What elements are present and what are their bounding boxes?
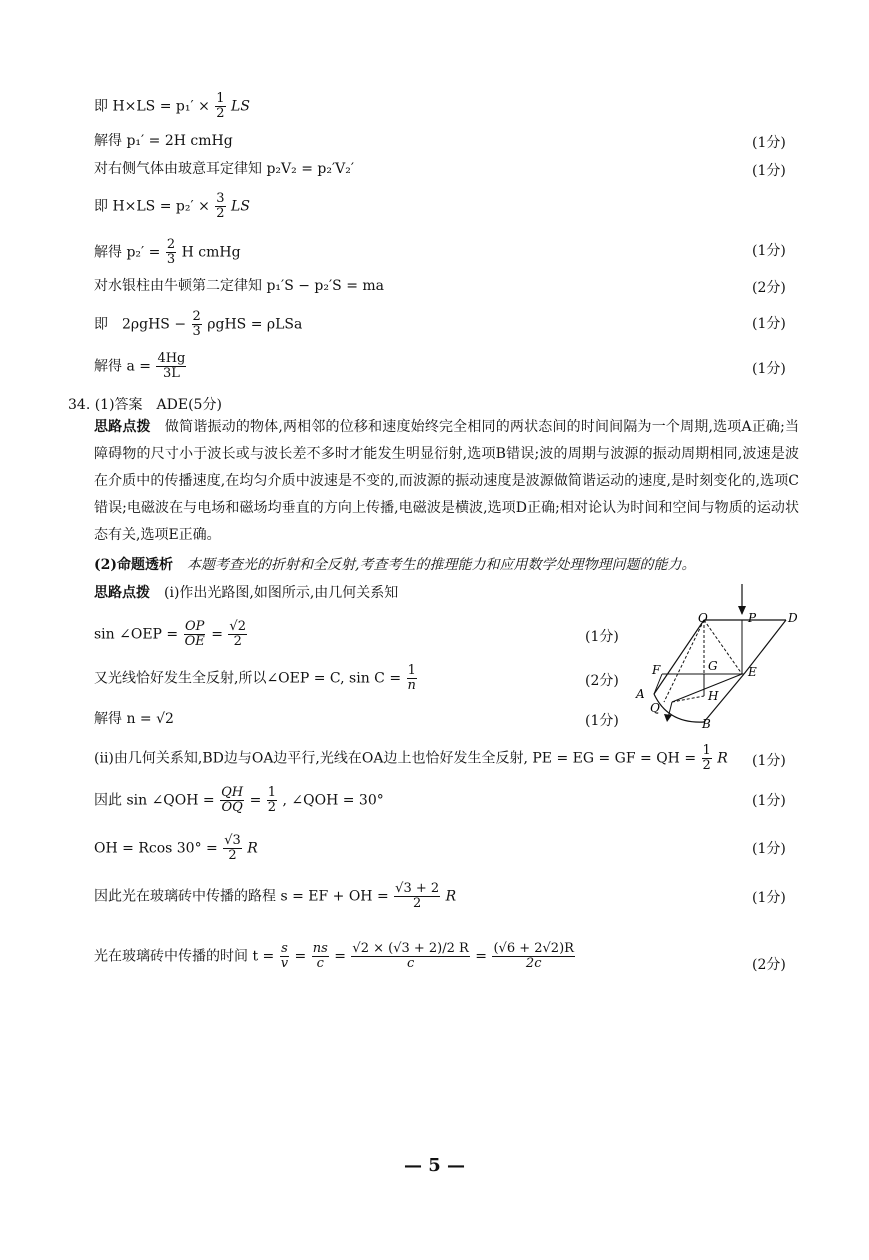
equation-oh <box>94 834 258 863</box>
score-label: (1分) <box>752 841 786 857</box>
eq-tail: R <box>717 750 728 767</box>
eq-text: 即 H×LS = p₁′ × <box>94 98 210 115</box>
fraction: $\frac{1}{2}$ <box>267 785 277 815</box>
fraction: $\frac{s}{v}$ <box>280 941 289 971</box>
fraction: $\frac{√3}{2}$ <box>224 833 241 863</box>
score-label: (2分) <box>752 957 786 973</box>
fraction: $\frac{(√6 + 2√2)R}{2c}$ <box>493 941 574 971</box>
paragraph-text: 做简谐振动的物体,两相邻的位移和速度始终完全相同的两状态间的时间间隔为一个周期,选项A正确;当障碍物的尺寸小于波长或与波长差不多时才能发生明显衍射,选项B错误;波的周期与波源的振动周期相同,波速是波在介质中的传播速度,在均匀介质中波速是不变的,而波源的振动速度是波源做简谐运动的速度,是时刻变化的,选项C错误;电磁波在与电场和磁场均垂直的方向上传播,电磁波是横波,选项D正确;相对论认为时间和空间与物质的运动状态有关,选项E正确。 <box>94 419 799 543</box>
eq-text: OH = Rcos 30° = <box>94 840 218 857</box>
fraction: $\frac{√2}{2}$ <box>229 619 246 649</box>
eq-text: 解得 n = √2 <box>94 711 174 727</box>
score-label: (1分) <box>752 890 786 906</box>
section-label: 思路点拨 <box>94 419 151 435</box>
score-label: (1分) <box>752 135 786 151</box>
figure-label: D <box>788 611 798 625</box>
fraction: $\frac{1}{2}$ <box>702 743 711 773</box>
figure-label: Q <box>650 701 660 715</box>
eq-text: 即 H×LS = p₂′ × <box>94 198 210 215</box>
fraction: $\frac{2}{3}$ <box>192 309 201 339</box>
equation-sin-oep <box>94 620 248 649</box>
equation-critical-angle <box>94 664 418 693</box>
equation-line-5 <box>94 238 241 267</box>
eq-sign: = <box>249 792 262 809</box>
light-path-figure <box>628 584 804 734</box>
eq-tail: H cmHg <box>181 244 241 261</box>
score-label: (1分) <box>752 163 786 179</box>
equation-sin-qoh <box>94 786 384 815</box>
eq-text: 因此光在玻璃砖中传播的路程 s = EF + OH = <box>94 888 389 905</box>
equation-time <box>94 942 576 971</box>
figure-label: P <box>748 611 757 625</box>
analysis-line <box>94 556 695 574</box>
eq-sign: = <box>211 626 223 643</box>
eq-text: 解得 a = <box>94 358 151 375</box>
eq-tail: LS <box>231 198 250 215</box>
eq-text: 又光线恰好发生全反射,所以∠OEP = C, sin C = <box>94 670 402 687</box>
equation-line-1 <box>94 92 250 121</box>
figure-label: E <box>748 665 757 679</box>
eq-text: 光在玻璃砖中传播的时间 t = <box>94 948 275 965</box>
eq-text: 解得 p₂′ = <box>94 244 161 261</box>
score-label: (2分) <box>752 280 786 296</box>
score-label: (1分) <box>585 713 619 729</box>
equation-path-length <box>94 882 456 911</box>
fraction: $\frac{QH}{OQ}$ <box>221 785 244 815</box>
eq-tail: ρgHS = ρLSa <box>207 316 303 333</box>
equation-line-6 <box>94 277 384 295</box>
equation-line-3 <box>94 160 354 178</box>
hint-line <box>94 584 398 602</box>
score-label: (1分) <box>752 753 786 769</box>
fraction: $\frac{3}{2}$ <box>216 191 225 221</box>
eq-text: 解得 p₁′ = 2H cmHg <box>94 133 233 149</box>
eq-sign: = <box>334 948 346 965</box>
paragraph-text: 本题考查光的折射和全反射,考查考生的推理能力和应用数学处理物理问题的能力。 <box>173 557 696 573</box>
eq-text: (ⅱ)由几何关系知,BD边与OA边平行,光线在OA边上也恰好发生全反射, PE = EG = GF = QH = <box>94 750 697 767</box>
fraction: $\frac{√3 + 2}{2}$ <box>395 881 440 911</box>
equation-n <box>94 710 174 728</box>
score-label: (2分) <box>585 673 619 689</box>
figure-label: A <box>636 687 645 701</box>
section-label: (2)命题透析 <box>94 557 173 573</box>
eq-sign: = <box>475 948 488 965</box>
fraction: $\frac{OP}{OE}$ <box>184 619 205 649</box>
score-label: (1分) <box>752 243 786 259</box>
eq-tail: R <box>247 840 258 857</box>
fraction: $\frac{ns}{c}$ <box>312 941 328 971</box>
fraction: $\frac{1}{n}$ <box>407 663 416 693</box>
question-34-heading: 34. (1)答案 ADE(5分) <box>68 397 222 413</box>
equation-line-4 <box>94 192 250 221</box>
score-label: (1分) <box>752 316 786 332</box>
fraction: $\frac{√2 \times (√3 + 2)/2 R}{c}$ <box>352 941 469 971</box>
figure-label: G <box>708 659 718 673</box>
paragraph-text: (ⅰ)作出光路图,如图所示,由几何关系知 <box>150 585 399 601</box>
equation-line-2 <box>94 132 233 150</box>
score-label: (1分) <box>752 361 786 377</box>
fraction: $\frac{2}{3}$ <box>166 237 176 267</box>
eq-text: sin ∠OEP = <box>94 626 179 643</box>
figure-label: F <box>652 663 661 677</box>
eq-sign: = <box>294 948 307 965</box>
equation-geometry <box>94 744 728 773</box>
figure-label: O <box>698 611 708 625</box>
eq-text: 因此 sin ∠QOH = <box>94 792 215 809</box>
eq-tail: LS <box>231 98 250 115</box>
fraction: $\frac{1}{2}$ <box>216 91 225 121</box>
figure-label: H <box>708 689 719 703</box>
answer-paragraph-1 <box>94 414 799 549</box>
eq-text: 对水银柱由牛顿第二定律知 p₁′S − p₂′S = ma <box>94 278 385 294</box>
equation-line-7 <box>94 310 302 339</box>
eq-text: 即 2ρgHS − <box>94 316 187 333</box>
fraction: $\frac{4Hg}{3L}$ <box>157 351 186 381</box>
page-number: — 5 — <box>403 1155 466 1176</box>
eq-text: 对右侧气体由玻意耳定律知 p₂V₂ = p₂′V₂′ <box>94 161 355 177</box>
eq-tail: , ∠QOH = 30° <box>282 792 384 809</box>
section-label: 思路点拨 <box>94 585 150 601</box>
figure-label: B <box>702 717 711 731</box>
equation-line-8 <box>94 352 187 381</box>
score-label: (1分) <box>585 629 619 645</box>
eq-tail: R <box>445 888 457 905</box>
score-label: (1分) <box>752 793 786 809</box>
